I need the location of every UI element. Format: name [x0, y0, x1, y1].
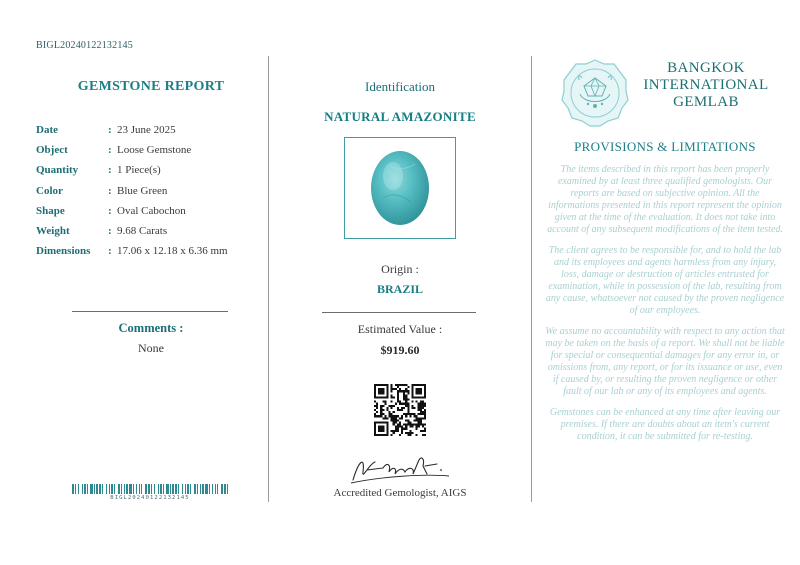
detail-value: 17.06 x 12.18 x 6.36 mm — [117, 245, 228, 258]
column-divider-left — [268, 56, 269, 502]
detail-value: Loose Gemstone — [117, 144, 192, 157]
lab-name-line: GEMLAB — [673, 94, 739, 110]
detail-label: Date — [36, 124, 58, 137]
provisions-paragraph: The client agrees to be responsible for, and to hold the lab and its employees and agents harmless from any injury, loss, damage or destruction of articles entrusted for examination, while in possession of the lab, resulting from any cause, whatsoever not caused by the proven negligence of our employees. — [545, 245, 785, 316]
certificate-number: BIGL20240122132145 — [36, 40, 133, 51]
estimated-value: $919.60 — [380, 343, 420, 357]
origin-value: BRAZIL — [376, 282, 423, 296]
barcode-number: BIGL20240122132145 — [110, 495, 190, 501]
lab-name-line: INTERNATIONAL — [643, 77, 769, 93]
identification-label: Identification — [364, 79, 436, 94]
report-title: GEMSTONE REPORT — [77, 79, 225, 94]
gem-crown-seal-icon — [560, 58, 630, 128]
gemologist-title: Accredited Gemologist, AIGS — [333, 487, 467, 499]
gemstone-image — [345, 138, 455, 238]
provisions-text — [545, 164, 785, 452]
detail-row-date — [36, 120, 266, 140]
detail-row-object — [36, 140, 266, 160]
detail-label: Dimensions — [36, 245, 91, 258]
provisions-paragraph: The items described in this report has been properly examined by at least three qualified gemologists. Our reports are based on subjective opinion. All the informations presented in this report represent the opinion given at the time of the evaluation. It does not take into account of any subsequent modifications of the item tested. — [547, 164, 783, 235]
detail-row-shape — [36, 201, 266, 221]
detail-label: Color — [36, 184, 63, 197]
value-divider — [322, 312, 476, 313]
detail-separator: : — [108, 184, 112, 197]
detail-row-weight — [36, 221, 266, 241]
report-details-table — [36, 120, 266, 261]
origin-label: Origin : — [381, 262, 419, 276]
detail-row-color — [36, 181, 266, 201]
provisions-title: PROVISIONS & LIMITATIONS — [574, 139, 756, 154]
detail-label: Object — [36, 144, 68, 157]
detail-label: Shape — [36, 204, 65, 217]
comments-divider — [72, 311, 228, 312]
detail-separator: : — [108, 164, 112, 177]
barcode-icon — [72, 484, 228, 494]
detail-row-quantity — [36, 160, 266, 180]
gemstone-photo — [344, 137, 456, 239]
detail-label: Weight — [36, 225, 70, 238]
provisions-paragraph: We assume no accountability with respect to any action that may be taken on the basis of a report. We shall not be liable for special or consequential damages for any error in, or omissions from, any report, or for its issuance or use, even if caused by, or resulting the proven negligence or other fault of our lab or any of its employees and agents. — [545, 326, 785, 397]
lab-name — [636, 60, 776, 111]
detail-value: 23 June 2025 — [117, 124, 176, 137]
detail-value: Oval Cabochon — [117, 204, 186, 217]
stone-name: NATURAL AMAZONITE — [324, 109, 476, 124]
provisions-paragraph: Gemstones can be enhanced at any time after leaving our premises. If there are doubts about an item's current condition, it can be submitted for re-testing. — [549, 407, 781, 442]
estimated-value-label: Estimated Value : — [357, 322, 443, 336]
detail-row-dimensions — [36, 241, 266, 261]
comments-value: None — [138, 341, 164, 355]
detail-separator: : — [108, 245, 112, 258]
detail-value: 9.68 Carats — [117, 225, 168, 238]
detail-separator: : — [108, 124, 112, 137]
lab-name-line: BANGKOK — [667, 60, 745, 76]
column-divider-right — [531, 56, 532, 502]
detail-value: Blue Green — [117, 184, 168, 197]
detail-separator: : — [108, 204, 112, 217]
detail-value: 1 Piece(s) — [117, 164, 161, 177]
signature-icon — [345, 450, 455, 488]
comments-label: Comments : — [118, 321, 184, 335]
detail-label: Quantity — [36, 164, 79, 177]
detail-separator: : — [108, 144, 112, 157]
detail-separator: : — [108, 225, 112, 238]
qr-code-icon[interactable] — [374, 384, 426, 436]
